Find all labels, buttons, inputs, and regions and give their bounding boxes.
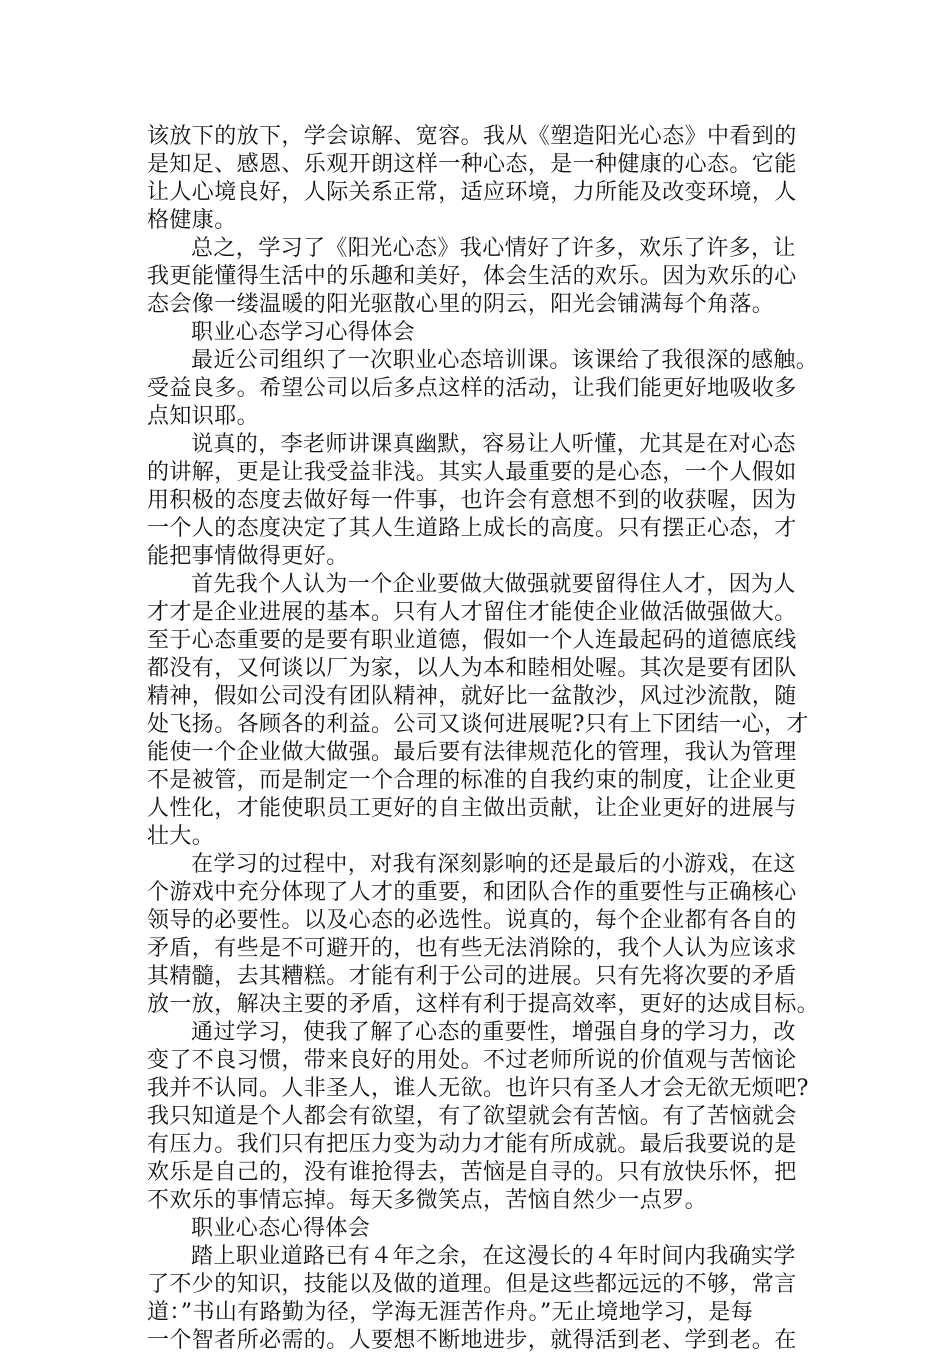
text-line: 受益良多。希望公司以后多点这样的活动，让我们能更好地吸收多 [147, 376, 797, 401]
text-line: 最近公司组织了一次职业心态培训课。该课给了我很深的感触。 [191, 348, 819, 373]
paragraph-career-path [147, 1243, 809, 1355]
text-line: 态会像一缕温暖的阳光驱散心里的阴云，阳光会铺满每个角落。 [147, 292, 775, 317]
text-line: 我并不认同。人非圣人，谁人无欲。也许只有圣人才会无欲无烦吧? [147, 1076, 809, 1101]
text-line: 总之，学习了《阳光心态》我心情好了许多，欢乐了许多，让 [191, 236, 796, 261]
text-line: 矛盾，有些是不可避开的，也有些无法消除的，我个人认为应该求 [147, 936, 797, 961]
text-line: 一个人的态度决定了其人生道路上成长的高度。只有摆正心态，才 [147, 516, 797, 541]
text-line: 能使一个企业做大做强。最后要有法律规范化的管理，我认为管理 [147, 740, 797, 765]
text-line: 其精髓，去其糟糕。才能有利于公司的进展。只有先将次要的矛盾 [147, 964, 797, 989]
text-line: 能把事情做得更好。 [147, 544, 349, 569]
paragraph-talent-and-teamwork [147, 571, 809, 851]
text-line: 通过学习，使我了解了心态的重要性，增强自身的学习力，改 [191, 1020, 796, 1045]
text-line: 不欢乐的事情忘掉。每天多微笑点，苦恼自然少一点罗。 [147, 1188, 708, 1213]
text-line: 踏上职业道路已有４年之余，在这漫长的４年时间内我确实学 [191, 1244, 796, 1269]
text-line: 了不少的知识，技能以及做的道理。但是这些都远远的不够，常言 [147, 1272, 797, 1297]
text-line: 我更能懂得生活中的乐趣和美好，体会生活的欢乐。因为欢乐的心 [147, 264, 797, 289]
paragraph-sunny-attitude-health [147, 123, 809, 235]
section-heading: 职业心态学习心得体会 [191, 320, 416, 345]
text-line: 格健康。 [147, 208, 237, 233]
text-line: 壮大。 [147, 824, 215, 849]
text-line: 用积极的态度去做好每一件事，也许会有意想不到的收获喔，因为 [147, 488, 797, 513]
text-line: 至于心态重要的是要有职业道德，假如一个人连最起码的道德底线 [147, 628, 797, 653]
paragraph-small-game [147, 851, 820, 1019]
section-heading-career-attitude [147, 1215, 809, 1243]
text-line: 说真的，李老师讲课真幽默，容易让人听懂，尤其是在对心态 [191, 432, 796, 457]
paragraph-through-study [147, 1019, 809, 1215]
text-line: 有压力。我们只有把压力变为动力才能有所成就。最后我要说的是 [147, 1132, 797, 1157]
text-line: 不是被管，而是制定一个合理的标准的自我约束的制度，让企业更 [147, 768, 797, 793]
text-line: 首先我个人认为一个企业要做大做强就要留得住人才，因为人 [191, 572, 796, 597]
text-line: 人性化，才能使职员工更好的自主做出贡献，让企业更好的进展与 [147, 796, 797, 821]
document-body [147, 123, 820, 1355]
section-heading: 职业心态心得体会 [191, 1216, 371, 1241]
text-line: 该放下的放下，学会谅解、宽容。我从《塑造阳光心态》中看到的 [147, 124, 797, 149]
section-heading-career-attitude-study [147, 319, 809, 347]
text-line: 点知识耶。 [147, 404, 260, 429]
text-line: 才才是企业进展的基本。只有人才留住才能使企业做活做强做大。 [147, 600, 797, 625]
text-line: 让人心境良好，人际关系正常，适应环境，力所能及改变环境，人 [147, 180, 797, 205]
text-line: 的讲解，更是让我受益非浅。其实人最重要的是心态，一个人假如 [147, 460, 797, 485]
text-line: 个游戏中充分体现了人才的重要，和团队合作的重要性与正确核心 [147, 880, 797, 905]
text-line: 精神，假如公司没有团队精神，就好比一盆散沙，风过沙流散，随 [147, 684, 797, 709]
text-line: 在学习的过程中，对我有深刻影响的还是最后的小游戏，在这 [191, 852, 796, 877]
text-line: 变了不良习惯，带来良好的用处。不过老师所说的价值观与苦恼论 [147, 1048, 797, 1073]
text-line: 欢乐是自己的，没有谁抢得去，苦恼是自寻的。只有放快乐怀，把 [147, 1160, 797, 1185]
text-line: 处飞扬。各顾各的利益。公司又谈何进展呢?只有上下团结一心，才 [147, 712, 809, 737]
text-line: 道：”书山有路勤为径，学海无涯苦作舟。”无止境地学习，是每 [147, 1300, 754, 1325]
paragraph-training-course [147, 347, 819, 431]
text-line: 一个智者所必需的。人要想不断地进步，就得活到老、学到老。在 [147, 1328, 797, 1353]
paragraph-teacher-humor [147, 431, 809, 571]
text-line: 放一放，解决主要的矛盾，这样有利于提高效率，更好的达成目标。 [147, 992, 820, 1017]
text-line: 领导的必要性。以及心态的必选性。说真的，每个企业都有各自的 [147, 908, 797, 933]
paragraph-summary [147, 235, 809, 319]
text-line: 是知足、感恩、乐观开朗这样一种心态，是一种健康的心态。它能 [147, 152, 797, 177]
text-line: 都没有，又何谈以厂为家，以人为本和睦相处喔。其次是要有团队 [147, 656, 797, 681]
text-line: 我只知道是个人都会有欲望，有了欲望就会有苦恼。有了苦恼就会 [147, 1104, 797, 1129]
